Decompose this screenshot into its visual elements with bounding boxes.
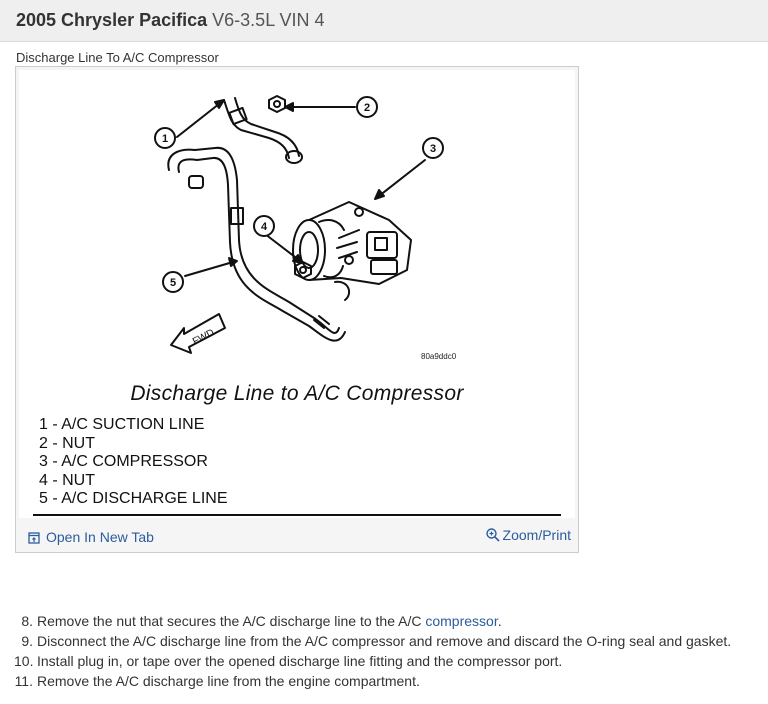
step-text: Remove the A/C discharge line from the engine compartment. (37, 673, 420, 689)
header-bar (0, 0, 768, 42)
diagram-title: Discharge Line to A/C Compressor (130, 382, 464, 405)
callout-label-2: 2 (363, 102, 371, 114)
step-text: Install plug in, or tape over the opened discharge line fitting and the compressor port. (37, 653, 563, 669)
step-text: Disconnect the A/C discharge line from the A/C compressor and remove and discard the O-ring seal and gasket. (37, 633, 732, 649)
step-item (14, 671, 731, 691)
fwd-label: FWD (190, 327, 217, 348)
step-number: 10. (14, 653, 34, 669)
engine-spec: V6-3.5L VIN 4 (212, 10, 325, 30)
legend-divider (33, 514, 561, 516)
step-text: Remove the nut that secures the A/C discharge line to the A/C (37, 613, 426, 629)
procedure-steps (14, 611, 731, 691)
callout-label-4: 4 (260, 221, 268, 233)
legend-item: 3 - A/C COMPRESSOR (39, 453, 208, 470)
figure-caption: Discharge Line To A/C Compressor (16, 50, 219, 65)
vehicle-name: 2005 Chrysler Pacifica (16, 10, 208, 30)
step-number: 9. (21, 633, 33, 649)
open-in-new-tab-link[interactable] (28, 529, 154, 545)
zoom-print-label: Zoom/Print (502, 527, 571, 543)
callout-label-1: 1 (161, 133, 169, 145)
open-in-new-tab-icon (28, 531, 40, 543)
page-title (16, 10, 325, 31)
open-in-new-tab-label: Open In New Tab (46, 529, 154, 545)
magnifier-plus-icon (486, 528, 500, 542)
legend-item: 5 - A/C DISCHARGE LINE (39, 490, 228, 507)
figure-footer (16, 519, 578, 552)
callout-label-3: 3 (429, 143, 437, 155)
legend-item: 1 - A/C SUCTION LINE (39, 416, 205, 433)
step-item (14, 631, 731, 651)
legend-item: 2 - NUT (39, 434, 95, 452)
step-item (14, 611, 731, 631)
legend (39, 416, 228, 509)
zoom-print-link[interactable] (486, 527, 571, 543)
diagram-code: 80a9ddc0 (421, 352, 457, 361)
compressor-link[interactable]: compressor (425, 613, 498, 629)
figure-card (15, 66, 579, 553)
callout-label-5: 5 (169, 277, 177, 289)
compressor-diagram (19, 70, 575, 380)
step-number: 11. (14, 673, 33, 689)
step-item (14, 651, 731, 671)
step-number: 8. (21, 613, 33, 629)
figure-image (19, 70, 575, 518)
step-text-end: . (497, 613, 502, 629)
legend-item: 4 - NUT (39, 471, 95, 489)
